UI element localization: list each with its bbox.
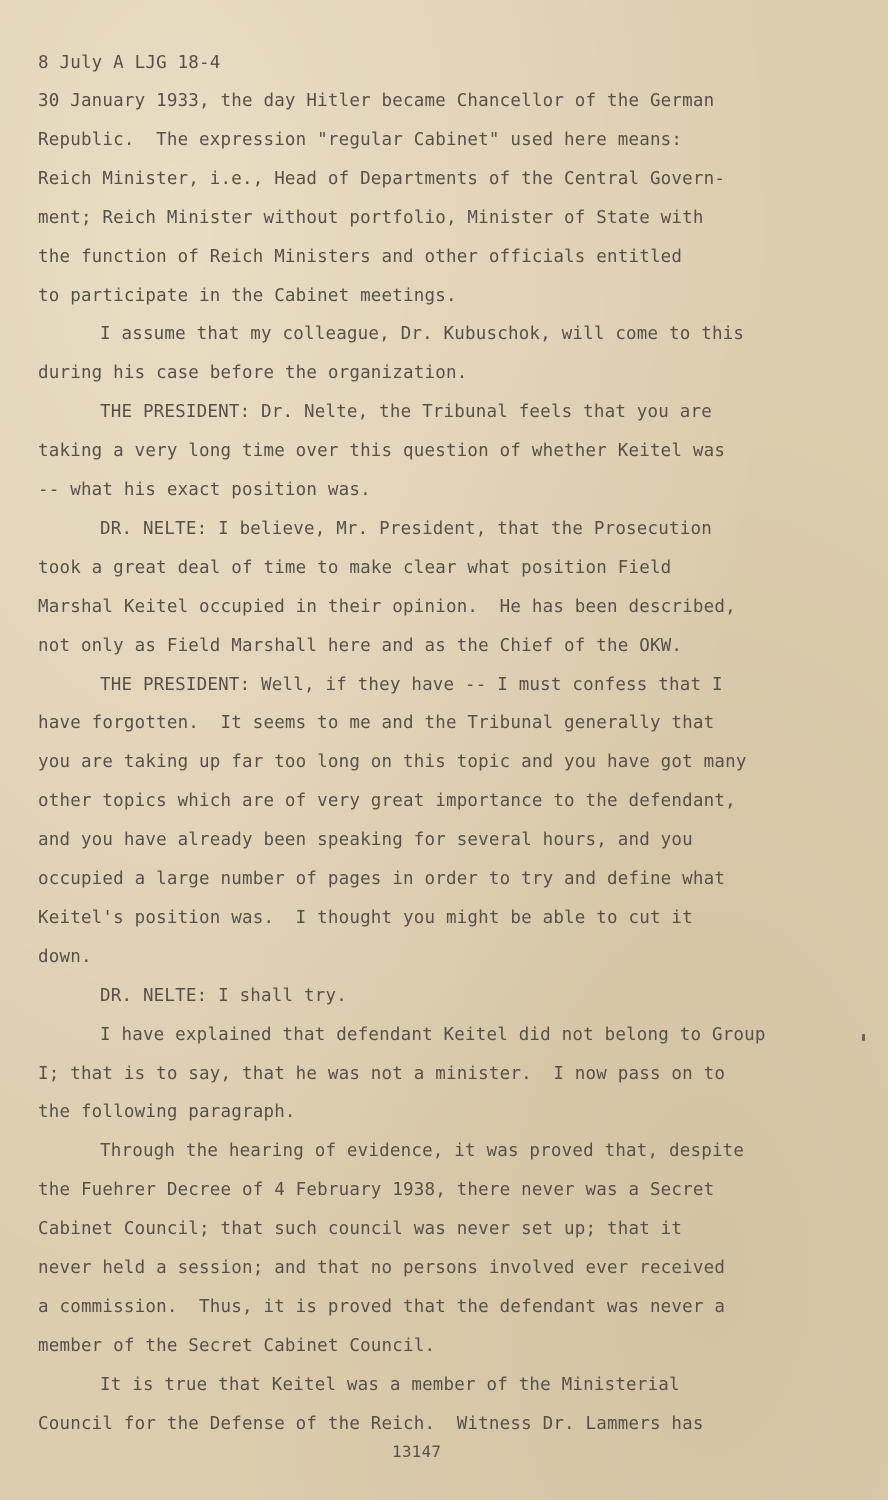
transcript-line: THE PRESIDENT: Dr. Nelte, the Tribunal feels that you are xyxy=(100,402,712,423)
transcript-line: the following paragraph. xyxy=(38,1102,296,1123)
transcript-line: have forgotten. It seems to me and the Tribunal generally that xyxy=(38,713,715,734)
transcript-line: DR. NELTE: I shall try. xyxy=(100,985,347,1006)
transcript-line: other topics which are of very great importance to the defendant, xyxy=(38,791,736,812)
transcript-line: the Fuehrer Decree of 4 February 1938, there never was a Secret xyxy=(38,1180,715,1201)
transcript-line: took a great deal of time to make clear what position Field xyxy=(38,557,672,578)
transcript-line: I assume that my colleague, Dr. Kubuschok, will come to this xyxy=(100,324,745,345)
transcript-line: Marshal Keitel occupied in their opinion. He has been described, xyxy=(38,596,736,617)
transcript-line: down. xyxy=(38,946,92,967)
transcript-line: Keitel's position was. I thought you might be able to cut it xyxy=(38,907,693,928)
transcript-line: I; that is to say, that he was not a minister. I now pass on to xyxy=(38,1063,726,1084)
transcript-line: you are taking up far too long on this topic and you have got many xyxy=(38,752,747,773)
transcript-line: Cabinet Council; that such council was never set up; that it xyxy=(38,1219,683,1240)
transcript-line: It is true that Keitel was a member of the Ministerial xyxy=(100,1374,680,1395)
transcript-line: ment; Reich Minister without portfolio, Minister of State with xyxy=(38,207,704,228)
transcript-line: the function of Reich Ministers and other officials entitled xyxy=(38,246,683,267)
transcript-line: member of the Secret Cabinet Council. xyxy=(38,1335,436,1356)
transcript-line: never held a session; and that no persons involved ever received xyxy=(38,1258,726,1278)
transcript-line: a commission. Thus, it is proved that the defendant was never a xyxy=(38,1296,726,1317)
transcript-line: Council for the Defense of the Reich. Witness Dr. Lammers has xyxy=(38,1413,704,1434)
transcript-line: during his case before the organization. xyxy=(38,363,468,384)
transcript-line: taking a very long time over this question of whether Keitel was xyxy=(38,441,726,462)
transcript-line: -- what his exact position was. xyxy=(38,480,371,500)
page-header: 8 July A LJG 18-4 xyxy=(38,53,221,73)
transcript-line: not only as Field Marshall here and as the Chief of the OKW. xyxy=(38,635,683,656)
transcript-line: to participate in the Cabinet meetings. xyxy=(38,285,457,306)
transcript-line: I have explained that defendant Keitel did not belong to Group xyxy=(100,1024,766,1045)
page-number: 13147 xyxy=(392,1442,442,1461)
margin-mark xyxy=(862,1034,865,1041)
transcript-line: Republic. The expression "regular Cabinet" used here means: xyxy=(38,129,683,150)
transcript-line: Reich Minister, i.e., Head of Departments of the Central Govern- xyxy=(38,168,726,189)
transcript-line: 30 January 1933, the day Hitler became Chancellor of the German xyxy=(38,91,715,111)
transcript-line: DR. NELTE: I believe, Mr. President, that the Prosecution xyxy=(100,518,712,539)
transcript-line: Through the hearing of evidence, it was proved that, despite xyxy=(100,1141,745,1162)
transcript-line: THE PRESIDENT: Well, if they have -- I must confess that I xyxy=(100,674,723,695)
transcript-line: and you have already been speaking for several hours, and you xyxy=(38,830,693,851)
transcript-line: occupied a large number of pages in order to try and define what xyxy=(38,869,726,889)
